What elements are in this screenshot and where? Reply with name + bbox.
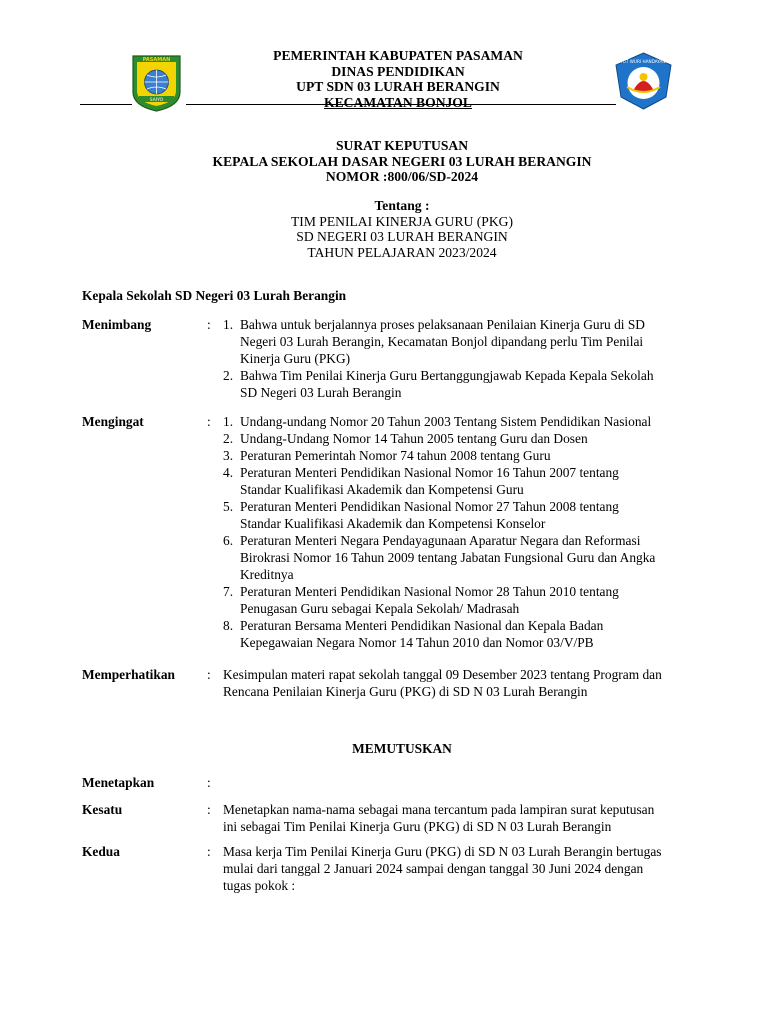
kesatu-colon: : — [207, 802, 211, 817]
item-line: Peraturan Pemerintah Nomor 74 tahun 2008 tentang Guru — [240, 448, 551, 463]
menimbang-colon: : — [207, 317, 211, 332]
letterhead-line-1: PEMERINTAH KABUPATEN PASAMAN — [273, 48, 523, 63]
kesatu-text — [223, 801, 723, 835]
decree-title — [0, 138, 768, 185]
item-number: 1. — [223, 317, 234, 332]
mengingat-item — [223, 583, 703, 617]
menimbang-item — [223, 316, 703, 367]
item-number: 4. — [223, 465, 234, 480]
letterhead-line-4: KECAMATAN BONJOL — [324, 94, 472, 110]
item-line: Standar Kualifikasi Akademik dan Kompetensi Konselor — [240, 516, 546, 531]
item-number: 7. — [223, 584, 234, 599]
mengingat-item — [223, 430, 703, 447]
item-line: Standar Kualifikasi Akademik dan Kompetensi Guru — [240, 482, 524, 497]
kedua-colon: : — [207, 844, 211, 859]
memperhatikan-text — [223, 666, 723, 700]
item-line: Peraturan Menteri Pendidikan Nasional Nomor 27 Tahun 2008 tentang — [240, 499, 619, 514]
mengingat-item — [223, 447, 703, 464]
mengingat-item — [223, 498, 703, 532]
letterhead-line-3: UPT SDN 03 LURAH BERANGIN — [296, 79, 500, 94]
logo-left-motto: SAIYO — [149, 98, 164, 103]
paragraph-line: Kesimpulan materi rapat sekolah tanggal 09 Desember 2023 tentang Program dan — [223, 667, 662, 682]
letterhead-rule-left — [80, 104, 132, 105]
paragraph-line: Rencana Penilaian Kinerja Guru (PKG) di SD N 03 Lurah Berangin — [223, 684, 588, 699]
menimbang-list — [223, 316, 703, 401]
item-line: Kreditnya — [240, 567, 294, 582]
item-line: Penugasan Guru sebagai Kepala Sekolah/ Madrasah — [240, 601, 520, 616]
item-line: Bahwa untuk berjalannya proses pelaksanaan Penilaian Kinerja Guru di SD — [240, 317, 645, 332]
mengingat-label: Mengingat — [82, 414, 144, 429]
menimbang-item — [223, 367, 703, 401]
memperhatikan-colon: : — [207, 667, 211, 682]
item-number: 2. — [223, 431, 234, 446]
mengingat-item — [223, 464, 703, 498]
item-line: Peraturan Menteri Pendidikan Nasional Nomor 16 Tahun 2007 tentang — [240, 465, 619, 480]
mengingat-colon: : — [207, 414, 211, 429]
kedua-label: Kedua — [82, 844, 120, 859]
paragraph-line: ini sebagai Tim Penilai Kinerja Guru (PKG) di SD N 03 Lurah Berangin — [223, 819, 612, 834]
item-number: 2. — [223, 368, 234, 383]
item-line: Kepegawaian Negara Nomor 14 Tahun 2010 dan Nomor 03/V/PB — [240, 635, 594, 650]
item-number: 1. — [223, 414, 234, 429]
item-line: Peraturan Menteri Pendidikan Nasional Nomor 28 Tahun 2010 tentang — [240, 584, 619, 599]
paragraph-line: mulai dari tanggal 2 Januari 2024 sampai dengan tanggal 30 Juni 2024 dengan — [223, 861, 644, 876]
kesatu-label: Kesatu — [82, 802, 123, 817]
decree-subject — [0, 198, 768, 260]
memperhatikan-label: Memperhatikan — [82, 667, 175, 682]
item-line: Kinerja Guru (PKG) — [240, 351, 351, 366]
logo-left-text: PASAMAN — [142, 57, 171, 63]
subject-line-3: TAHUN PELAJARAN 2023/2024 — [307, 244, 497, 260]
mengingat-item — [223, 532, 703, 583]
mengingat-item — [223, 413, 703, 430]
letterhead-rule-center — [186, 104, 616, 105]
subject-line-2: SD NEGERI 03 LURAH BERANGIN — [296, 229, 508, 244]
mengingat-list — [223, 413, 703, 651]
item-line: SD Negeri 03 Lurah Berangin — [240, 385, 402, 400]
item-line: Undang-Undang Nomor 14 Tahun 2005 tentang Guru dan Dosen — [240, 431, 588, 446]
item-line: Bahwa Tim Penilai Kinerja Guru Bertanggungjawab Kepada Kepala Sekolah — [240, 368, 654, 383]
subject-line-1: TIM PENILAI KINERJA GURU (PKG) — [290, 213, 514, 229]
menimbang-label: Menimbang — [82, 317, 152, 332]
item-line: Peraturan Bersama Menteri Pendidikan Nasional dan Kepala Badan — [240, 618, 604, 633]
opening-statement: Kepala Sekolah SD Negeri 03 Lurah Berangin — [82, 288, 347, 303]
item-number: 5. — [223, 499, 234, 514]
paragraph-line: tugas pokok : — [223, 878, 296, 893]
decree-title-line-1: SURAT KEPUTUSAN — [335, 138, 469, 153]
letterhead — [0, 48, 768, 110]
subject-label: Tentang : — [374, 198, 430, 213]
item-line: Negeri 03 Lurah Berangin, Kecamatan Bonjol dipandang perlu Tim Penilai — [240, 334, 644, 349]
decree-number: NOMOR :800/06/SD-2024 — [325, 169, 479, 184]
kedua-text — [223, 843, 723, 894]
item-number: 3. — [223, 448, 234, 463]
decree-title-line-2: KEPALA SEKOLAH DASAR NEGERI 03 LURAH BERANGIN — [212, 153, 592, 169]
menetapkan-colon: : — [207, 775, 211, 790]
logo-right-text: TUT WURI HANDAYANI — [620, 59, 667, 64]
menetapkan-label: Menetapkan — [82, 775, 155, 790]
item-number: 8. — [223, 618, 234, 633]
paragraph-line: Masa kerja Tim Penilai Kinerja Guru (PKG) di SD N 03 Lurah Berangin bertugas — [223, 844, 662, 859]
item-line: Peraturan Menteri Negara Pendayagunaan Aparatur Negara dan Reformasi — [240, 533, 641, 548]
item-number: 6. — [223, 533, 234, 548]
item-line: Birokrasi Nomor 16 Tahun 2009 tentang Jabatan Fungsional Guru dan Angka — [240, 550, 656, 565]
paragraph-line: Menetapkan nama-nama sebagai mana tercantum pada lampiran surat keputusan — [223, 802, 655, 817]
item-line: Undang-undang Nomor 20 Tahun 2003 Tentang Sistem Pendidikan Nasional — [240, 414, 652, 429]
memutuskan-heading: MEMUTUSKAN — [352, 741, 452, 756]
mengingat-item — [223, 617, 703, 651]
letterhead-line-2: DINAS PENDIDIKAN — [331, 63, 465, 79]
